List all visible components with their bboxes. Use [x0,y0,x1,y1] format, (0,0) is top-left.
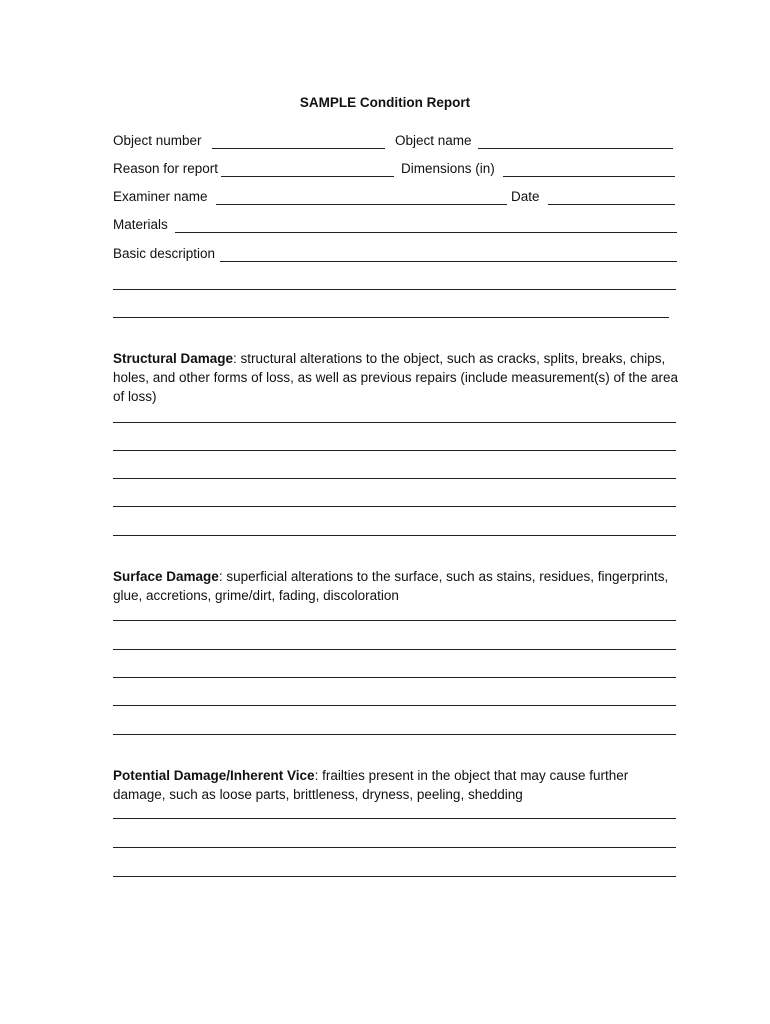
potential-damage-line[interactable] [113,818,676,819]
examiner-label: Examiner name [113,189,208,204]
object-name-label: Object name [395,133,472,148]
object-number-line[interactable] [212,148,385,149]
structural-damage-heading: Structural Damage [113,351,234,366]
surface-damage-line[interactable] [113,734,676,735]
structural-damage-text: : structural alterations to the object, such as cracks, splits, breaks, chips, holes, and other forms of loss, as well as previous repairs (include measurement(s) of the area of loss) [113,351,679,404]
materials-label: Materials [113,217,168,232]
date-label: Date [511,189,540,204]
structural-damage-line[interactable] [113,450,676,451]
surface-damage-line[interactable] [113,649,676,650]
potential-damage-line[interactable] [113,847,676,848]
report-title: SAMPLE Condition Report [299,95,471,110]
structural-damage-line[interactable] [113,506,676,507]
surface-damage-line[interactable] [113,705,676,706]
description-label: Basic description [113,246,216,261]
structural-damage-line[interactable] [113,478,676,479]
structural-damage-line[interactable] [113,422,676,423]
description-line[interactable] [220,261,677,262]
reason-label: Reason for report [113,161,219,176]
dimensions-line[interactable] [503,176,675,177]
examiner-line[interactable] [216,204,507,205]
materials-line[interactable] [175,232,677,233]
potential-damage-section [113,766,683,804]
potential-damage-line[interactable] [113,876,676,877]
surface-damage-text: : superficial alterations to the surface, such as stains, residues, fingerprints, glue, accretions, grime/dirt, fading, discoloration [113,569,669,603]
object-name-line[interactable] [478,148,673,149]
surface-damage-line[interactable] [113,620,676,621]
description-line[interactable] [113,289,676,290]
surface-damage-section [113,567,683,605]
surface-damage-line[interactable] [113,677,676,678]
description-line[interactable] [113,317,669,318]
potential-damage-text: : frailties present in the object that may cause further damage, such as loose parts, brittleness, dryness, peeling, shedding [113,768,629,802]
object-number-label: Object number [113,133,202,148]
structural-damage-line[interactable] [113,535,676,536]
reason-line[interactable] [221,176,394,177]
date-line[interactable] [548,204,675,205]
potential-damage-heading: Potential Damage/Inherent Vice [113,768,315,783]
surface-damage-heading: Surface Damage [113,569,219,584]
structural-damage-section [113,349,683,406]
dimensions-label: Dimensions (in) [401,161,495,176]
